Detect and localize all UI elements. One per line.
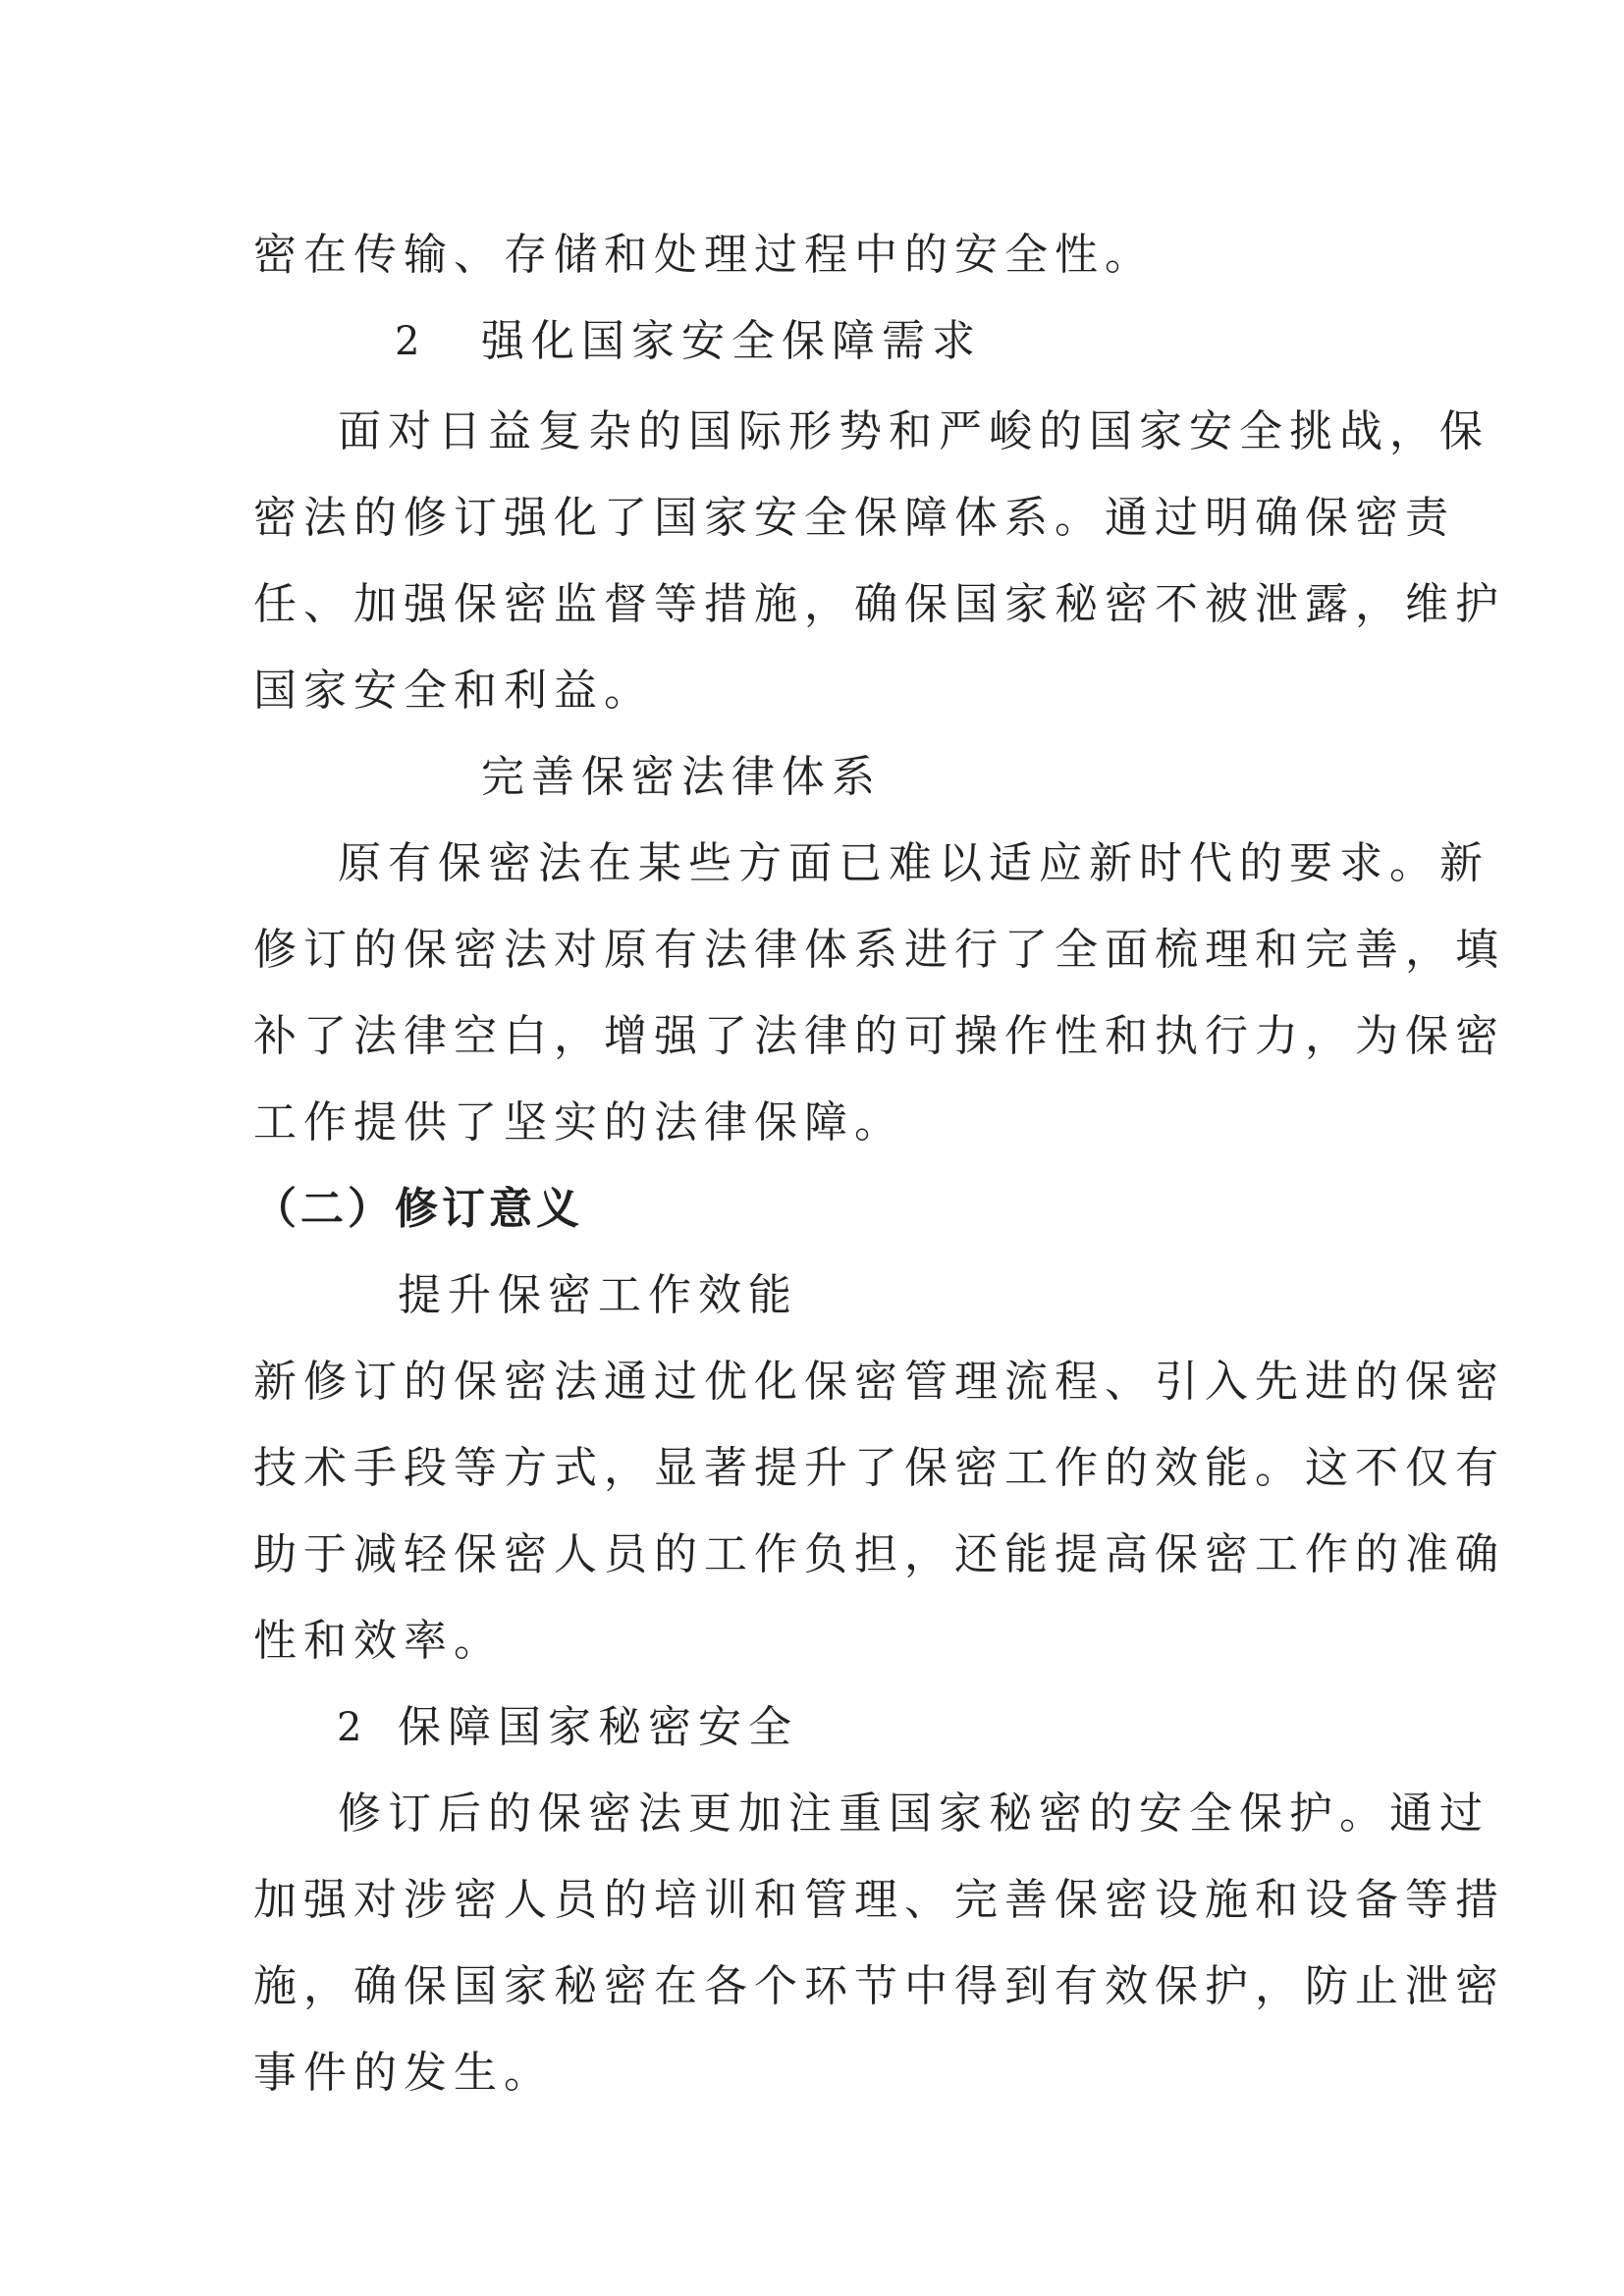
paragraph-line: 密在传输、存储和处理过程中的安全性。 [253,230,1155,280]
paragraph-line: 面对日益复杂的国际形势和严峻的国家安全挑战，保 [338,406,1489,456]
paragraph-line: 原有保密法在某些方面已难以适应新时代的要求。新 [338,838,1489,888]
paragraph-line: 国家安全和利益。 [253,666,654,716]
item-title: 保障国家秘密安全 [398,1702,798,1752]
paragraph-line: 修订的保密法对原有法律体系进行了全面梳理和完善，填 [253,925,1505,975]
paragraph-line: 补了法律空白，增强了法律的可操作性和执行力，为保密 [253,1011,1505,1061]
paragraph-line: 施，确保国家秘密在各个环节中得到有效保护，防止泄密 [253,1961,1505,2011]
item-number: 2 [337,1705,362,1750]
paragraph-line: 事件的发生。 [253,2048,554,2098]
item-number: 2 [395,319,420,364]
paragraph-line: 加强对涉密人员的培训和管理、完善保密设施和设备等措 [253,1875,1505,1925]
paragraph-line: 技术手段等方式，显著提升了保密工作的效能。这不仅有 [253,1443,1505,1493]
paragraph-line: 助于减轻保密人员的工作负担，还能提高保密工作的准确 [253,1529,1505,1579]
paragraph-line: 新修订的保密法通过优化保密管理流程、引入先进的保密 [253,1357,1505,1407]
paragraph-line: 性和效率。 [253,1616,504,1666]
paragraph-line: 工作提供了坚实的法律保障。 [253,1097,904,1148]
paragraph-line: 修订后的保密法更加注重国家秘密的安全保护。通过 [338,1789,1489,1839]
item-title: 提升保密工作效能 [398,1270,798,1320]
item-title: 强化国家安全保障需求 [481,316,982,366]
paragraph-line: 密法的修订强化了国家安全保障体系。通过明确保密责 [253,493,1455,543]
section-heading: （二）修订意义 [253,1184,583,1234]
item-title: 完善保密法律体系 [481,752,882,802]
paragraph-line: 任、加强保密监督等措施，确保国家秘密不被泄露，维护 [253,579,1505,629]
